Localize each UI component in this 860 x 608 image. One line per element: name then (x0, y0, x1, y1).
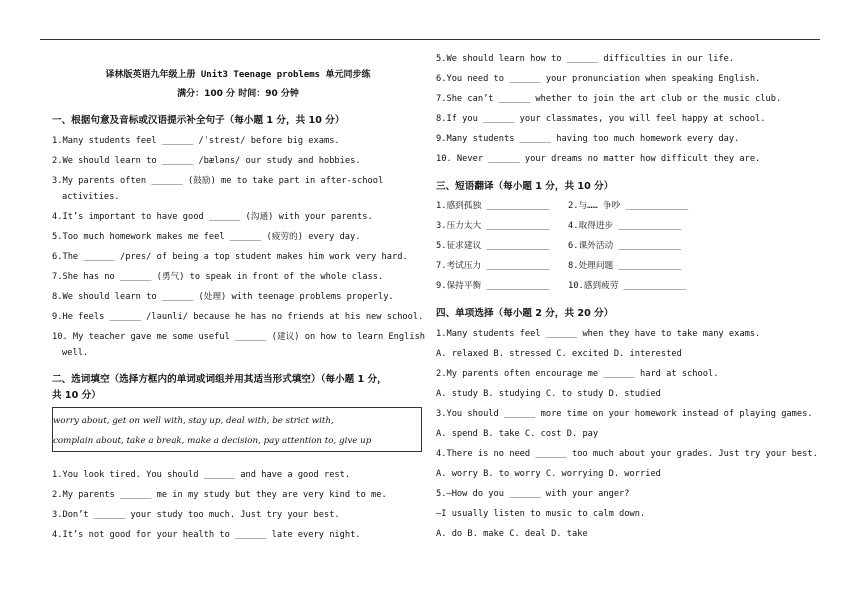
question-line: 5.—How do you ______ with your anger? (436, 489, 630, 499)
phrase-item: 1.感到孤独 ____________ (436, 201, 550, 211)
question-line: 5.Too much homework makes me feel ______ (疲劳的) every day. (52, 232, 361, 242)
phrase-item: 6.课外活动 ____________ (568, 241, 682, 251)
word-bank-box (52, 407, 422, 452)
phrase-item: 4.取得进步 ____________ (568, 221, 682, 231)
section1-heading: 一、根据句意及音标或汉语提示补全句子（每小题 1 分，共 10 分） (52, 115, 345, 126)
options-line: A. do B. make C. deal D. take (436, 529, 588, 539)
phrase-item: 8.处理问题 ____________ (568, 261, 682, 271)
phrase-item: 5.征求建议 ____________ (436, 241, 550, 251)
options-line: A. spend B. take C. cost D. pay (436, 429, 599, 439)
question-line: 3.You should ______ more time on your homework instead of playing games. (436, 409, 813, 419)
question-line: 1.Many students feel ______ when they have to take many exams. (436, 329, 761, 339)
word-bank-line: worry about, get on well with, stay up, deal with, be strict with, (53, 416, 334, 426)
section4-heading: 四、单项选择（每小题 2 分，共 20 分） (436, 308, 614, 319)
phrase-item: 2.与…… 争吵 ____________ (568, 201, 689, 211)
question-line: 3.My parents often ______ (鼓励) me to take part in after-school (52, 176, 384, 186)
question-line: 5.We should learn how to ______ difficulties in our life. (436, 54, 735, 64)
section2-heading-cont: 共 10 分） (52, 390, 101, 401)
question-line: 6.The ______ /pres/ of being a top student makes him work very hard. (52, 252, 408, 262)
question-line: 3.Don’t ______ your study too much. Just try your best. (52, 510, 340, 520)
section2-heading: 二、选词填空（选择方框内的单词或词组并用其适当形式填空）（每小题 1 分， (52, 374, 387, 385)
question-line: 10. Never ______ your dreams no matter how difficult they are. (436, 154, 761, 164)
question-line: well. (62, 348, 89, 358)
options-line: A. study B. studying C. to study D. studied (436, 389, 661, 399)
question-line: 9.Many students ______ having too much homework every day. (436, 134, 740, 144)
question-line: 9.He feels ______ /ləunli/ because he has no friends at his new school. (52, 312, 424, 322)
question-line: 4.It’s not good for your health to ______ late every night. (52, 530, 361, 540)
question-line: 4.It’s important to have good ______ (沟通) with your parents. (52, 212, 373, 222)
question-line: activities. (62, 192, 120, 202)
word-bank-line: complain about, take a break, make a decision, pay attention to, give up (53, 436, 372, 446)
phrase-item: 3.压力太大 ____________ (436, 221, 550, 231)
question-line: 2.My parents often encourage me ______ hard at school. (436, 369, 719, 379)
options-line: A. worry B. to worry C. worrying D. worried (436, 469, 661, 479)
question-line: 4.There is no need ______ too much about your grades. Just try your best. (436, 449, 818, 459)
question-line: 10. My teacher gave me some useful ______ (建议) on how to learn English (52, 332, 426, 342)
page-title: 译林版英语九年级上册 Unit3 Teenage problems 单元同步练 (105, 70, 371, 80)
section3-heading: 三、短语翻译（每小题 1 分，共 10 分） (436, 181, 614, 192)
question-line: 2.We should learn to ______ /bæləns/ our study and hobbies. (52, 156, 361, 166)
question-line: 8.If you ______ your classmates, you will feel happy at school. (436, 114, 766, 124)
question-line: 6.You need to ______ your pronunciation when speaking English. (436, 74, 761, 84)
options-line: A. relaxed B. stressed C. excited D. interested (436, 349, 682, 359)
question-line: 7.She has no ______ (勇气) to speak in front of the whole class. (52, 272, 384, 282)
exam-meta: 满分：100 分 时间：90 分钟 (177, 89, 299, 99)
question-line: —I usually listen to music to calm down. (436, 509, 646, 519)
phrase-item: 7.考试压力 ____________ (436, 261, 550, 271)
question-line: 1.You look tired. You should ______ and have a good rest. (52, 470, 351, 480)
question-line: 8.We should learn to ______ (处理) with teenage problems properly. (52, 292, 394, 302)
question-line: 7.She can’t ______ whether to join the art club or the music club. (436, 94, 782, 104)
phrase-item: 10.感到疲劳 ____________ (568, 281, 687, 291)
question-line: 1.Many students feel ______ /ˈstrest/ before big exams. (52, 136, 340, 146)
question-line: 2.My parents ______ me in my study but they are very kind to me. (52, 490, 387, 500)
top-rule (40, 39, 820, 40)
phrase-item: 9.保持平衡 ____________ (436, 281, 550, 291)
